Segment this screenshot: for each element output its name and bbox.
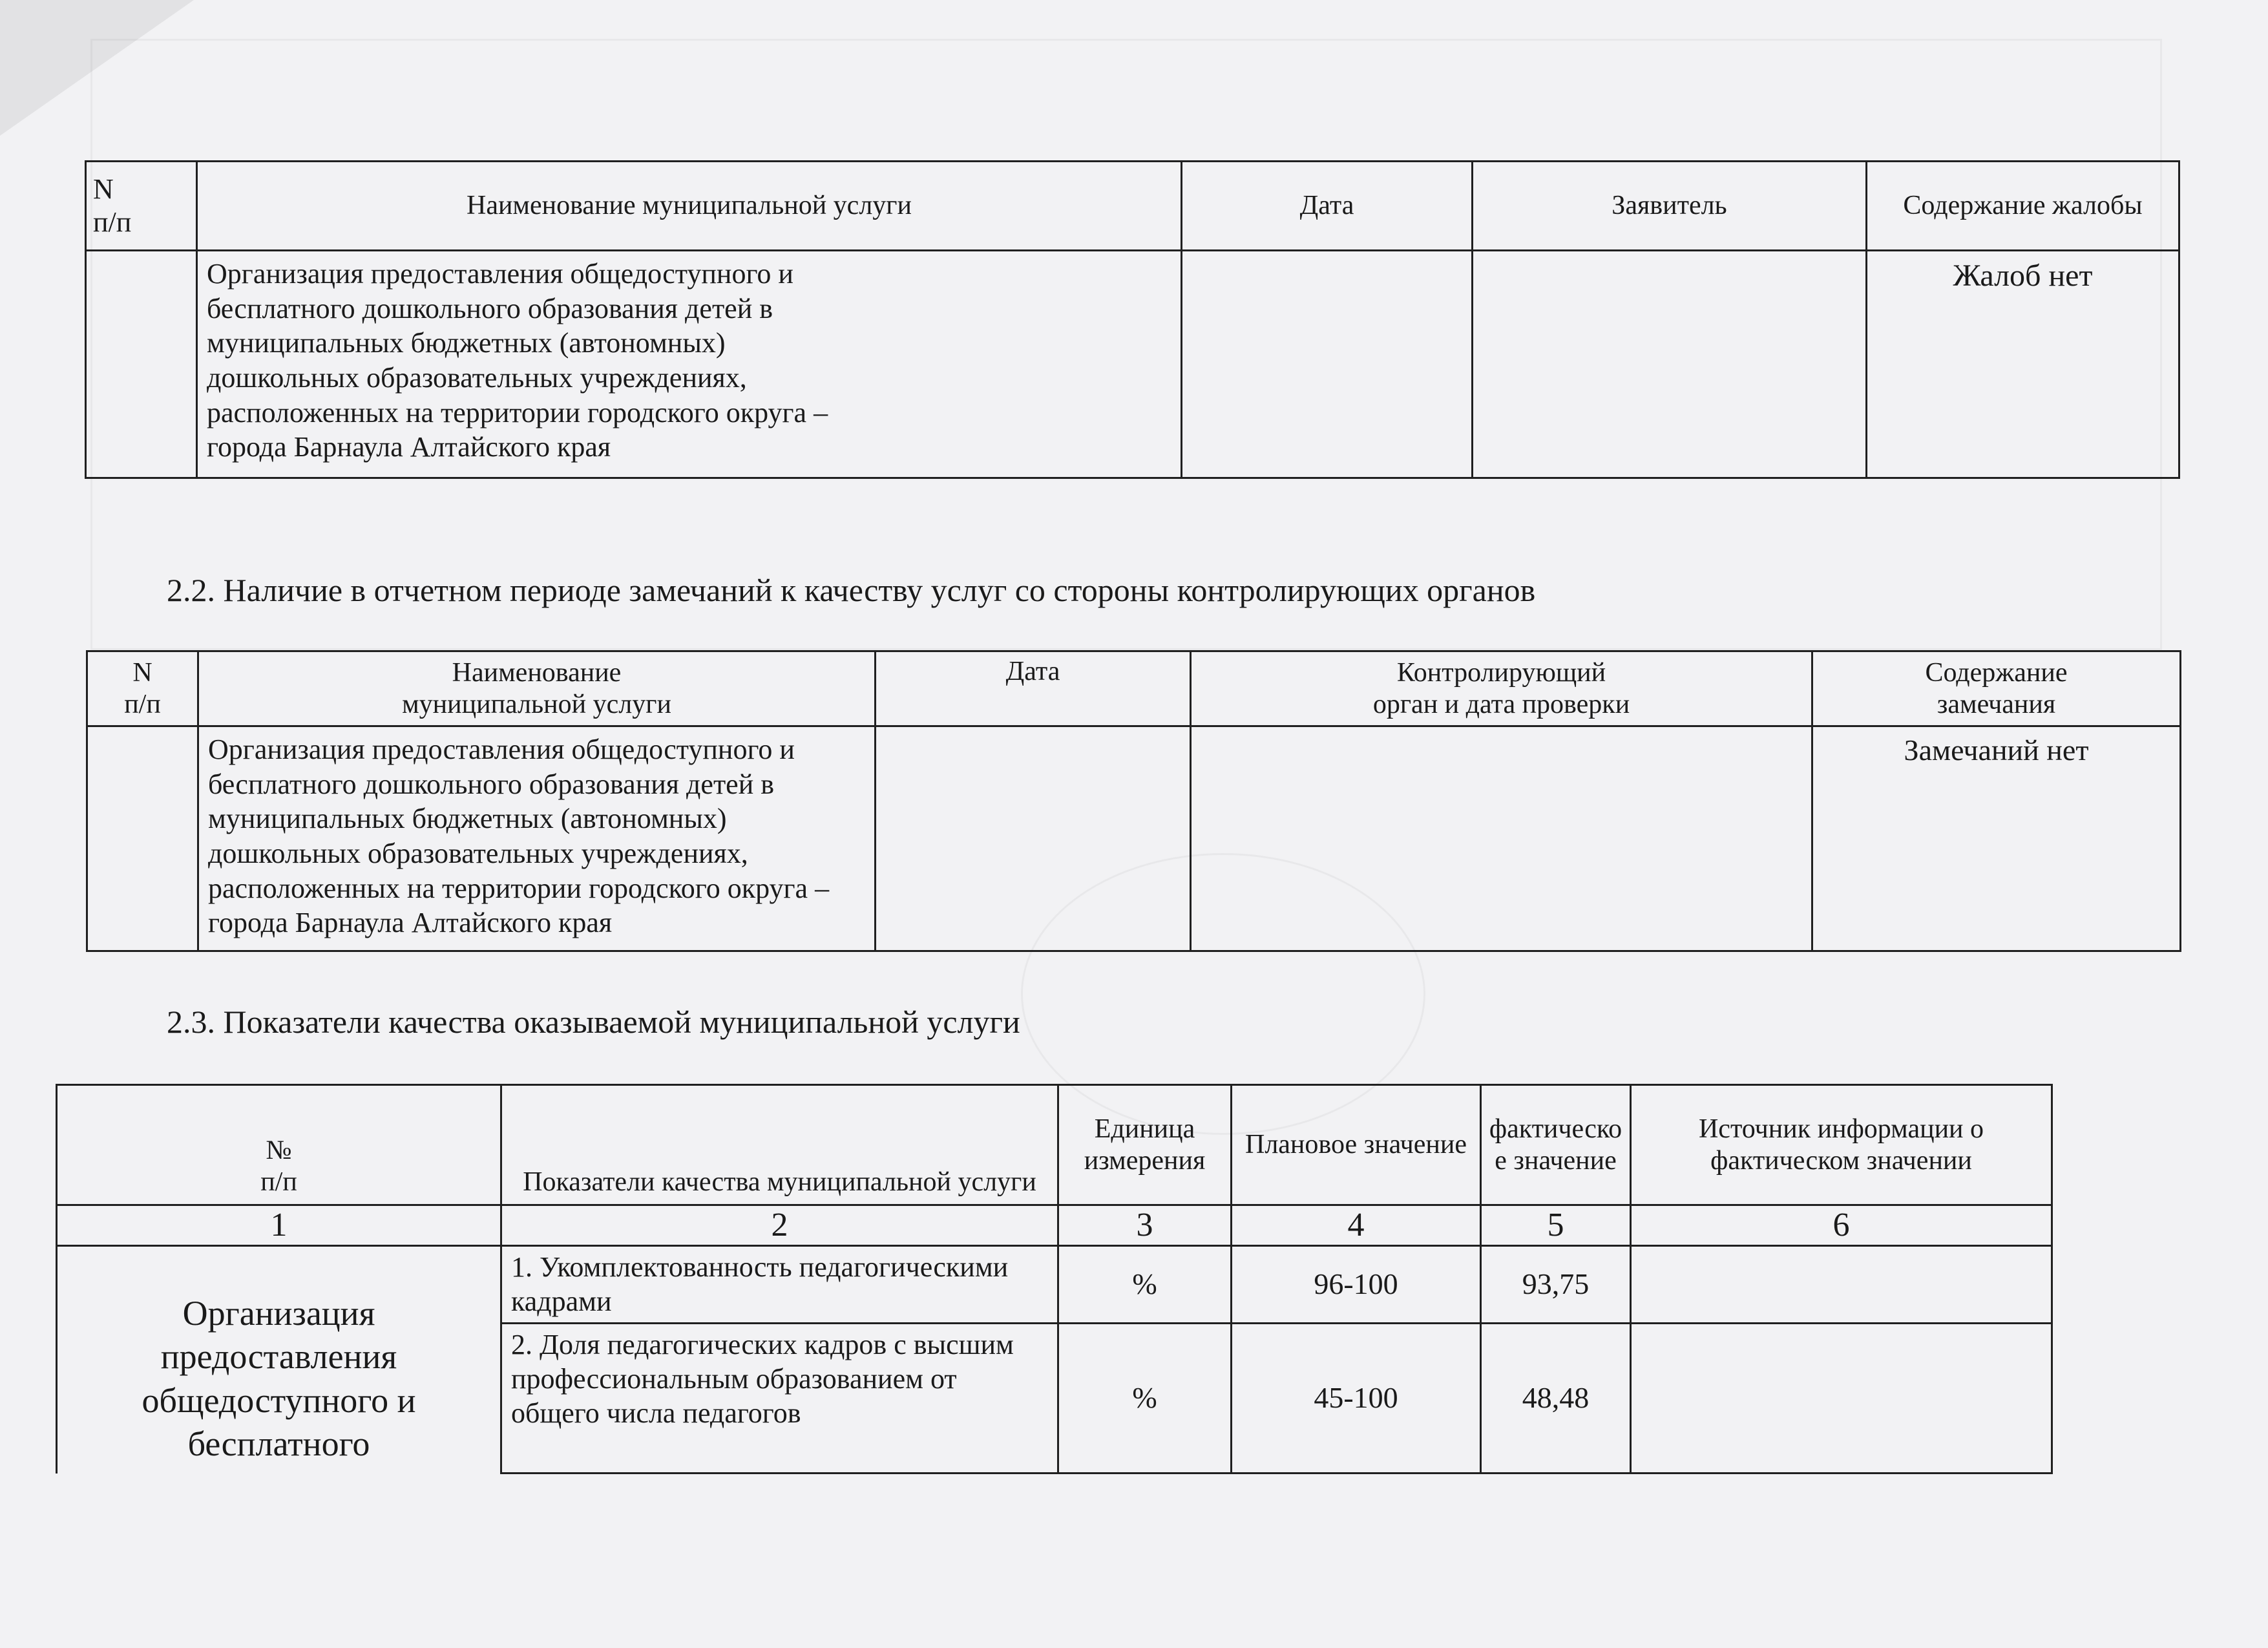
header-date: Дата [876, 651, 1191, 726]
column-number-1: 1 [57, 1205, 501, 1246]
header-num: N п/п [86, 162, 197, 251]
column-number-4: 4 [1232, 1205, 1481, 1246]
complaint-note: Жалоб нет [1867, 251, 2179, 478]
authority-cell [1191, 726, 1812, 951]
table-row [57, 1245, 2052, 1324]
row-num-cell [87, 726, 198, 951]
indicator-planned: 45-100 [1232, 1324, 1481, 1474]
column-number-5: 5 [1481, 1205, 1631, 1246]
applicant-cell [1473, 251, 1867, 478]
section-2-2-title: 2.2. Наличие в отчетном периоде замечаний к качеству услуг со стороны контролирующих органов [167, 572, 1536, 608]
header-num: № п/п [57, 1085, 501, 1205]
complaints-table [85, 160, 2180, 479]
indicator-name: 1. Укомплектованность педагогическими кадрами [501, 1245, 1058, 1324]
service-name: Организация предоставления общедоступного и бесплатного дошкольного образования детей в муниципальных бюджетных (автономных) дошкольных образовательных учреждениях, расположенных на территории городского округа – города Барнаула Алтайского края [207, 258, 828, 463]
header-indicator: Показатели качества муниципальной услуги [501, 1085, 1058, 1205]
section-2-3-title: 2.3. Показатели качества оказываемой муниципальной услуги [167, 1004, 1020, 1040]
date-cell [1182, 251, 1473, 478]
service-name: Организация предоставления общедоступного и бесплатного дошкольного образования детей в муниципальных бюджетных (автономных) дошкольных образовательных учреждениях, расположенных на территории городского округа – города Барнаула Алтайского края [198, 726, 876, 951]
header-unit: Единица измерения [1058, 1085, 1232, 1205]
header-service: Наименование муниципальной услуги [197, 162, 1182, 251]
header-applicant: Заявитель [1473, 162, 1867, 251]
quality-table [56, 1084, 2053, 1474]
indicator-source [1631, 1245, 2052, 1324]
remark-note: Замечаний нет [1812, 726, 2181, 951]
indicator-unit: % [1058, 1245, 1232, 1324]
column-number-3: 3 [1058, 1205, 1232, 1246]
header-planned: Плановое значение [1232, 1085, 1481, 1205]
indicator-planned: 96-100 [1232, 1245, 1481, 1324]
service-group-label: Организация предоставления общедоступного и бесплатного [57, 1245, 501, 1474]
column-number-6: 6 [1631, 1205, 2052, 1246]
indicator-name: 2. Доля педагогических кадров с высшим профессиональным образованием от общего числа педагогов [501, 1324, 1058, 1474]
header-content: Содержание замечания [1812, 651, 2181, 726]
header-num: N п/п [87, 651, 198, 726]
service-name-cell [197, 251, 1182, 478]
header-source: Источник информации о фактическом значении [1631, 1085, 2052, 1205]
header-actual: фактическое значение [1481, 1085, 1631, 1205]
indicator-actual: 93,75 [1481, 1245, 1631, 1324]
indicator-source [1631, 1324, 2052, 1474]
indicator-unit: % [1058, 1324, 1232, 1474]
header-content: Содержание жалобы [1867, 162, 2179, 251]
header-authority: Контролирующий орган и дата проверки [1191, 651, 1812, 726]
column-number-2: 2 [501, 1205, 1058, 1246]
row-num-cell [86, 251, 197, 478]
header-service: Наименование муниципальной услуги [198, 651, 876, 726]
indicator-actual: 48,48 [1481, 1324, 1631, 1474]
date-cell [876, 726, 1191, 951]
remarks-table [86, 650, 2181, 952]
header-date: Дата [1182, 162, 1473, 251]
